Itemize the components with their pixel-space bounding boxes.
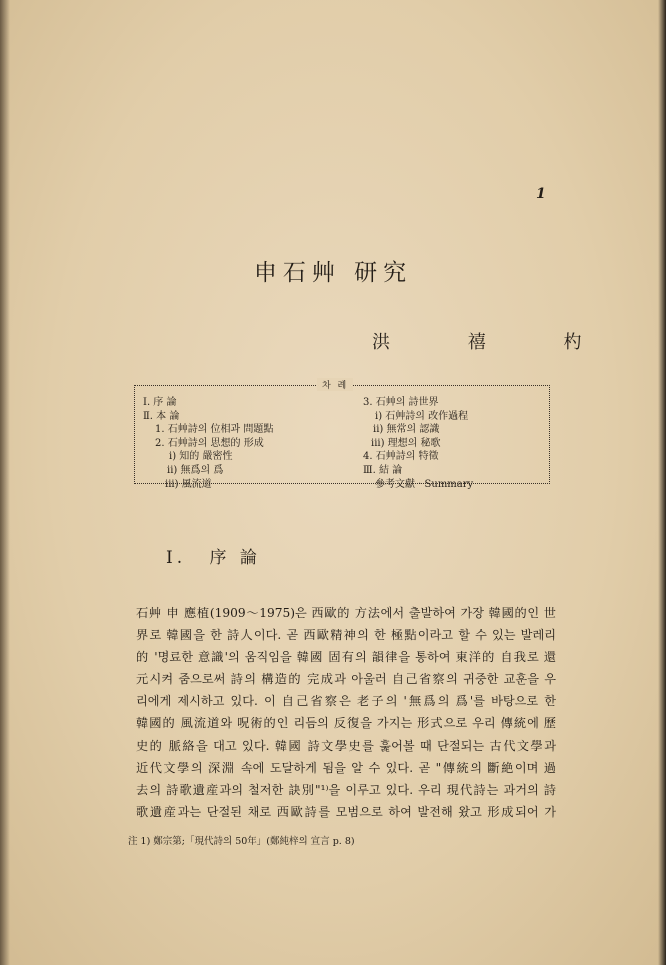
section-heading — [166, 543, 261, 568]
table-of-contents — [134, 381, 550, 490]
toc-heading: 차 례 — [317, 378, 353, 391]
page-edge-shadow-left — [0, 0, 10, 965]
author-name: 洪 禧 杓 — [372, 332, 618, 353]
body-line: 去의 詩歌遺産과의 철저한 訣別"¹⁾을 이루고 있다. 우리 現代詩는 과거의 詩 — [136, 782, 556, 797]
toc-item: 4. 石艸詩의 特徵 — [363, 451, 439, 463]
page-edge-shadow-right — [658, 0, 666, 965]
toc-right-column — [363, 396, 473, 491]
section-title: 序 論 — [209, 548, 261, 568]
toc-item: 參考文獻 · Summary — [375, 478, 474, 490]
body-line: 韓國的 風流道와 呪術的인 리듬의 反復을 가지는 形式으로 우리 傳統에 歷 — [136, 716, 556, 731]
toc-item: iii) 風流道 — [165, 478, 212, 490]
paper-title: 申石艸 研究 — [253, 260, 413, 286]
toc-item: Ⅰ. 序 論 — [143, 397, 177, 408]
toc-item: i) 石艸詩의 改作過程 — [375, 410, 469, 422]
section-number: Ⅰ. — [166, 548, 187, 568]
body-paragraph — [136, 602, 556, 823]
body-line: 界로 韓國을 한 詩人이다. 곧 西歐精神의 한 極點이라고 할 수 있는 발레리 — [136, 628, 556, 643]
body-line: 리에게 제시하고 있다. 이 自己省察은 老子의 '無爲의 爲'를 바탕으로 한 — [136, 694, 556, 709]
toc-item: iii) 理想의 秘歌 — [371, 437, 441, 449]
page-number: 1 — [536, 186, 546, 202]
toc-item: i) 知的 嚴密性 — [169, 451, 233, 463]
toc-item: 2. 石艸詩의 思想的 形成 — [155, 437, 264, 449]
body-line: 的 '명료한 意識'의 움직임을 韓國 固有의 韻律을 통하여 東洋的 自我로 還 — [136, 650, 556, 665]
toc-item: 1. 石艸詩의 位相과 問題點 — [155, 424, 274, 436]
body-line: 石艸 申 應植(1909～1975)은 西歐的 方法에서 출발하여 가장 韓國的인 世 — [136, 606, 556, 620]
toc-item: Ⅲ. 結 論 — [363, 464, 403, 476]
toc-item: Ⅱ. 本 論 — [143, 410, 180, 422]
body-line: 近代文學의 深淵 속에 도달하게 됨을 알 수 있다. 곧 "傳統의 斷絶이며 過 — [136, 760, 556, 775]
body-line: 史的 脈絡을 대고 있다. 韓國 詩文學史를 훑어볼 때 단절되는 古代文學과 — [136, 738, 556, 753]
body-line: 元시켜 줌으로써 詩의 構造的 完成과 아울러 自己省察의 귀중한 교훈을 우 — [136, 672, 556, 687]
toc-left-column — [141, 396, 273, 491]
footnote: 注 1) 鄭宗第;「現代詩의 50年」(鄭純梓의 宣言 p. 8) — [128, 836, 355, 847]
toc-item: ii) 無常의 認識 — [373, 424, 440, 436]
toc-item: ii) 無爲의 爲 — [167, 464, 224, 476]
body-line: 歌遺産과는 단절된 채로 西歐詩를 모범으로 하여 발전해 왔고 形成되어 가 — [136, 804, 556, 819]
toc-item: 3. 石艸의 詩世界 — [363, 397, 439, 408]
